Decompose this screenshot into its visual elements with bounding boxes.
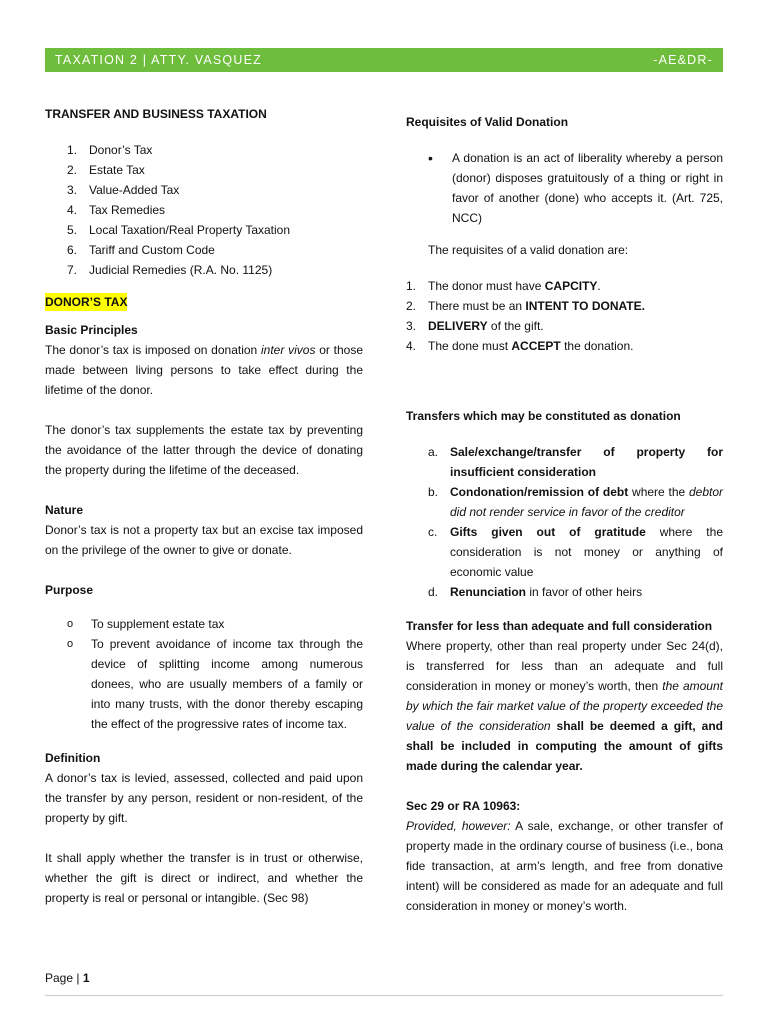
paragraph: The donor’s tax supplements the estate tax by preventing the avoidance of the latter through the device of donating the property during the lifetime of the deceased. bbox=[45, 423, 363, 477]
heading-purpose: Purpose bbox=[45, 583, 94, 597]
paragraph: A donor’s tax is levied, assessed, collected and paid upon the transfer by any person, resident or non-resident, of the property by gift. bbox=[45, 771, 363, 825]
topic-list bbox=[45, 140, 363, 280]
heading-transfers: Transfers which may be constituted as donation bbox=[406, 409, 681, 423]
left-column bbox=[45, 104, 363, 908]
list-item: c. Gifts given out of gratitude where the consideration is not money or anything of economic value bbox=[428, 525, 723, 579]
heading-nature: Nature bbox=[45, 503, 84, 517]
list-item: b. Condonation/remission of debt where the debtor did not render service in favor of the creditor bbox=[428, 485, 723, 519]
header-authors: -AE&DR- bbox=[653, 53, 713, 67]
list-item: d. Renunciation in favor of other heirs bbox=[428, 585, 643, 599]
section-heading-donors-tax: DONOR’S TAX bbox=[45, 295, 128, 309]
paragraph: Donor’s tax is not a property tax but an excise tax imposed on the privilege of the owner to give or donate. bbox=[45, 523, 363, 557]
heading-definition: Definition bbox=[45, 751, 101, 765]
paragraph: Provided, however: A sale, exchange, or other transfer of property made in the ordinary course of business (i.e., bona fide transaction, at arm’s length, and free from donative intent) will be considered as made for an adequate and full consideration in money or money’s worth. bbox=[406, 819, 723, 913]
requisites-list bbox=[406, 276, 723, 356]
page-footer bbox=[45, 968, 723, 988]
paragraph: The requisites of a valid donation are: bbox=[428, 243, 629, 257]
donation-definition-list bbox=[406, 148, 723, 228]
list-item: 3. DELIVERY of the gift. bbox=[406, 319, 544, 333]
list-item: 2. There must be an INTENT TO DONATE. bbox=[406, 299, 645, 313]
list-item: 1. The donor must have CAPCITY. bbox=[406, 279, 601, 293]
purpose-list bbox=[45, 614, 363, 734]
list-item: o To prevent avoidance of income tax through the device of splitting income among numerous donees, who are usually members of a family or into many trusts, with the donor thereby escaping the effect of the progressive rates of income tax. bbox=[67, 637, 363, 731]
list-item: 7. Judicial Remedies (R.A. No. 1125) bbox=[67, 263, 273, 277]
page-header bbox=[45, 48, 723, 72]
heading-sec29: Sec 29 or RA 10963: bbox=[406, 799, 521, 813]
transfers-list bbox=[406, 442, 723, 602]
list-item: a. Sale/exchange/transfer of property for insufficient consideration bbox=[428, 445, 723, 479]
list-item: 4. Tax Remedies bbox=[67, 203, 166, 217]
list-item: 4. The done must ACCEPT the donation. bbox=[406, 339, 634, 353]
list-item: o To supplement estate tax bbox=[67, 617, 225, 631]
footer-divider bbox=[45, 995, 723, 996]
heading-requisites: Requisites of Valid Donation bbox=[406, 115, 569, 129]
page-label: Page | bbox=[45, 971, 83, 985]
page-number: 1 bbox=[82, 971, 90, 985]
heading-less-than-adequate: Transfer for less than adequate and full consideration bbox=[406, 619, 713, 633]
paragraph: The donor’s tax is imposed on donation inter vivos or those made between living persons to take effect during the lifetime of the donor. bbox=[45, 343, 363, 397]
heading-basic-principles: Basic Principles bbox=[45, 323, 138, 337]
list-item: 3. Value-Added Tax bbox=[67, 183, 180, 197]
list-item: • A donation is an act of liberality whereby a person (donor) disposes gratuitously of a thing or right in favor of another (done) who accepts it. (Art. 725, NCC) bbox=[428, 150, 723, 225]
paragraph: Where property, other than real property under Sec 24(d), is transferred for less than an adequate and full consideration in money or money’s worth, then the amount by which the fair market value of the property exceeded the value of the consideration shall be deemed a gift, and shall be included in computing the amount of gifts made during the calendar year. bbox=[406, 639, 724, 773]
header-title: TAXATION 2 | ATTY. VASQUEZ bbox=[55, 53, 262, 67]
list-item: 2. Estate Tax bbox=[67, 163, 145, 177]
document-title: TRANSFER AND BUSINESS TAXATION bbox=[45, 107, 267, 121]
paragraph: It shall apply whether the transfer is in trust or otherwise, whether the gift is direct or indirect, and whether the property is real or personal or intangible. (Sec 98) bbox=[45, 851, 363, 905]
list-item: 6. Tariff and Custom Code bbox=[67, 243, 215, 257]
right-column bbox=[406, 112, 723, 916]
list-item: 1. Donor’s Tax bbox=[67, 143, 153, 157]
list-item: 5. Local Taxation/Real Property Taxation bbox=[67, 223, 291, 237]
